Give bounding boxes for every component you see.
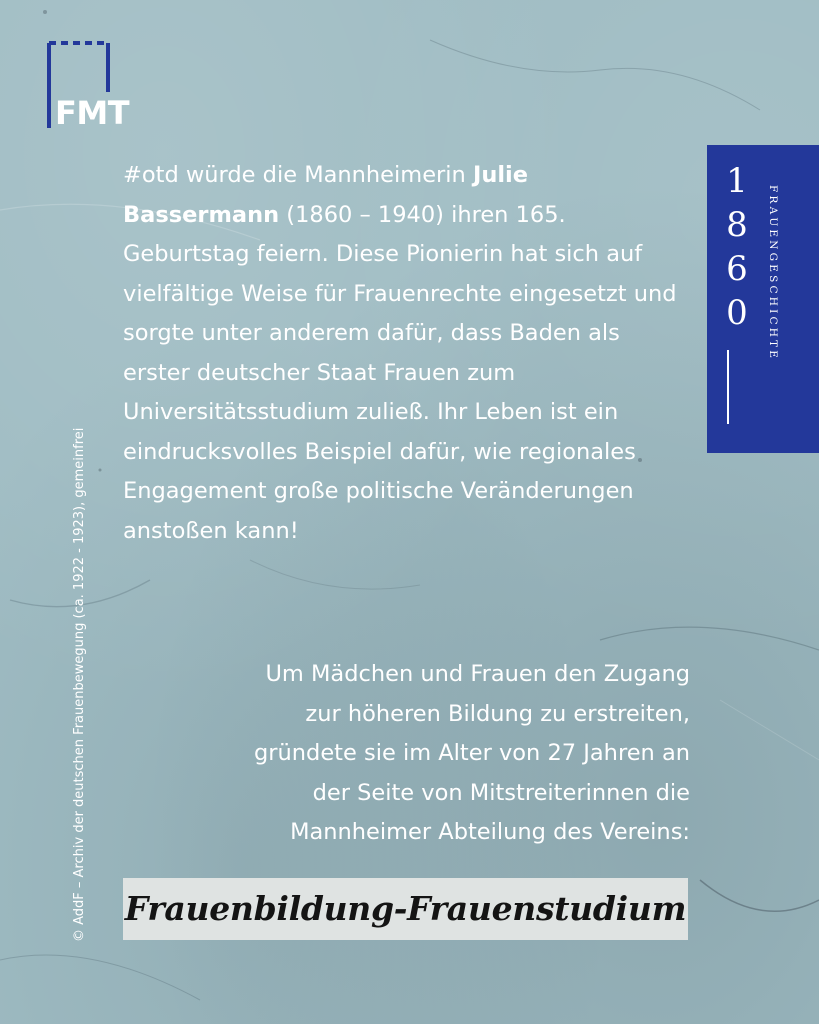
year-digit: 6 <box>726 249 748 289</box>
banner-title: Frauenbildung-Frauenstudium <box>124 889 687 928</box>
year-sidebar <box>707 145 819 453</box>
secondary-paragraph <box>150 655 690 853</box>
text-line: zur höheren Bildung zu erstreiten, <box>305 700 690 727</box>
year-digit: 8 <box>726 205 748 245</box>
main-paragraph <box>123 156 683 551</box>
text-line: Um Mädchen und Frauen den Zugang <box>265 661 690 687</box>
year-digits <box>721 159 753 335</box>
year-digit: 1 <box>726 161 748 201</box>
body-text: (1860 – 1940) ihren 165. Geburtstag feiern. Diese Pionierin hat sich auf vielfältige Weise für Frauenrechte eingesetzt und sorgte unter anderem dafür, dass Baden als erster deutscher Staat Frauen zum Universitätsstudium zuließ. Ihr Leben ist ein eindrucksvolles Beispiel dafür, wie regionales Engagement große politische Veränderungen anstoßen kann! <box>123 201 677 544</box>
year-digit: 0 <box>726 293 748 333</box>
category-label: FRAUENGESCHICHTE <box>767 185 779 362</box>
fmt-logo: FMT <box>55 94 130 132</box>
image-credit: © AddF – Archiv der deutschen Frauenbewegung (ca. 1922 - 1923), gemeinfrei <box>72 427 87 942</box>
text-line: Mannheimer Abteilung des Vereins: <box>290 819 690 845</box>
text-line: der Seite von Mitstreiterinnen die <box>312 779 690 806</box>
text-line: gründete sie im Alter von 27 Jahren an <box>253 740 690 766</box>
person-name: Julie Bassermann <box>123 162 529 228</box>
intro-text: #otd würde die Mannheimerin <box>123 162 473 188</box>
association-banner <box>123 878 688 940</box>
year-divider <box>727 350 729 424</box>
